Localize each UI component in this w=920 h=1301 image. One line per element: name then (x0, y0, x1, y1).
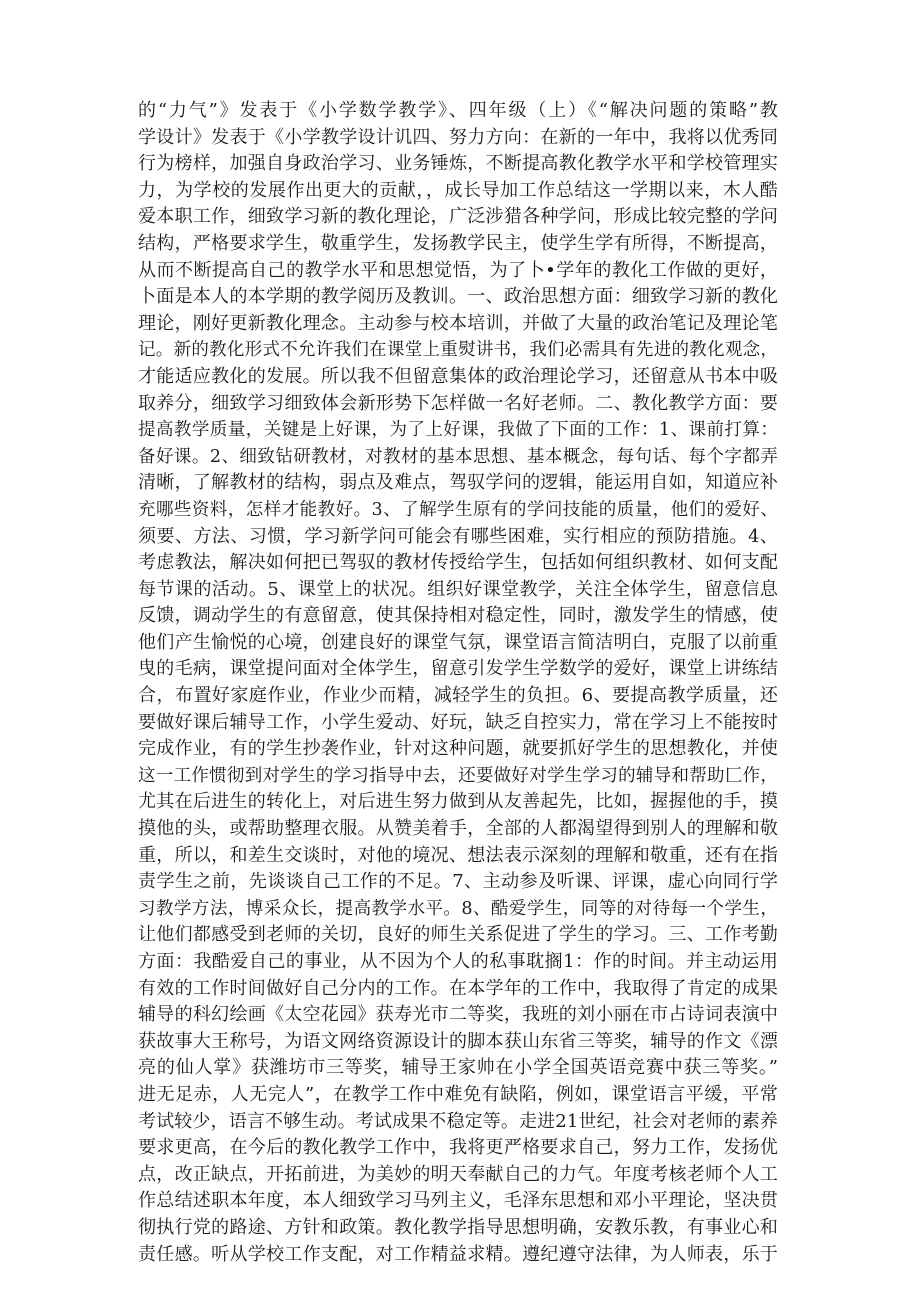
text-line: 充哪些资料，怎样才能教好。3、了解学生原有的学问技能的质量，他们的爱好、 (138, 499, 778, 520)
text-line: 责任感。听从学校工作支配，对工作精益求精。遵纪遵守法律，为人师表，乐于 (138, 1243, 778, 1265)
text-line: 理论，刚好更新教化理念。主动参与校本培训，并做了大量的政治笔记及理论笔 (138, 312, 778, 334)
text-line: 力，为学校的发展作出更大的贡献，，成长导加工作总结这一学期以来，木人酷 (138, 179, 778, 201)
text-line: 点，改正缺点，开拓前进，为美妙的明天奉献自己的力气。年度考核老师个人工 (138, 1163, 778, 1185)
text-line: 结构，严格要求学生，敬重学生，发扬教学民主，使学生学有所得，不断提高， (138, 232, 778, 254)
text-line: 须要、方法、习惯，学习新学问可能会有哪些困难，实行相应的预防措施。4、 (138, 525, 778, 547)
document-body (138, 98, 778, 1268)
text-line: 反馈，调动学生的有意留意，使其保持相对稳定性，同时，激发学生的情感，使 (138, 605, 778, 627)
text-line: 取养分，细致学习细致体会新形势下怎样做一名好老师。二、教化教学方面：要 (138, 392, 778, 414)
text-line: 他们产生愉悦的心境，创建良好的课堂气氛，课堂语言简洁明白，克服了以前重 (138, 631, 778, 653)
text-line: 这一工作惯彻到对学生的学习指导中去，还要做好对学生学习的辅导和帮助匚作， (138, 765, 778, 786)
text-line: 重，所以，和差生交谈时，对他的境况、想法表示深刻的理解和敬重，还有在指 (138, 844, 778, 866)
text-line: 合，布置好家庭作业，作业少而精，减轻学生的负担。6、要提高教学质量，还 (138, 685, 778, 707)
text-line: 获故事大王称号，为语文网络资源设计的脚本获山东省三等奖，辅导的作文《漂 (138, 1030, 778, 1052)
text-line: 要做好课后辅导工作，小学生爱动、好玩，缺乏自控实力，常在学习上不能按时 (138, 711, 778, 733)
text-line: 提高教学质量，关键是上好课，为了上好课，我做了下面的工作：1、课前打算： (138, 420, 778, 441)
text-line: 尤其在后进生的转化上，对后进生努力做到从友善起先，比如，握握他的手，摸 (138, 791, 778, 813)
text-line: 清晰，了解教材的结构，弱点及难点，驾驭学问的逻辑，能运用自如，知道应补 (138, 472, 778, 494)
text-line: 摸他的头，或帮助整理衣服。从赞美着手，全部的人都渴望得到别人的理解和敬 (138, 818, 778, 840)
text-line: 让他们都感受到老师的关切，良好的师生关系促进了学生的学习。三、工作考勤 (138, 924, 778, 946)
text-line: 备好课。2、细致钻研教材，对教材的基本思想、基本概念，每句话、每个字都弄 (138, 446, 778, 467)
text-line: 亮的仙人掌》获潍坊市三等奖，辅导王家帅在小学全国英语竞赛中获三等奖。” (138, 1057, 778, 1079)
text-line: 学设计》发表于《小学教学设计讥四、努力方向：在新的一年中，我将以优秀同 (138, 126, 778, 148)
text-line: 卜面是本人的本学期的教学阅历及教训。一、政治思想方面：细致学习新的教化 (138, 286, 778, 308)
text-line: 的“力气”》发表于《小学数学教学》、四年级（上）《“解决问题的策略”教 (138, 100, 778, 121)
text-line: 习教学方法，博采众长，提高教学水平。8、酷爱学生，同等的对待每一个学生， (138, 898, 778, 919)
text-line: 有效的工作时间做好自己分内的工作。在本学年的工作中，我取得了肯定的成果 (138, 977, 778, 999)
text-line: 从而不断提高自己的教学水平和思想觉悟，为了卜•学年的教化工作做的更好， (138, 259, 778, 281)
text-line: 记。新的教化形式不允许我们在课堂上重熨讲书，我们必需具有先进的教化观念， (138, 340, 778, 361)
text-line: 考虑教法，解决如何把已驾驭的教材传授给学生，包括如何组织教材、如何支配 (138, 552, 778, 574)
text-line: 进无足赤，人无完人”，在教学工作中难免有缺陷，例如，课堂语言平缓，平常 (138, 1083, 778, 1105)
text-line: 责学生之前，先谈谈自己工作的不足。7、主动参及听课、评课，虚心向同行学 (138, 871, 778, 893)
text-line: 作总结述职本年度，本人细致学习马列主义，毛泽东思想和邓小平理论，坚决贯 (138, 1190, 778, 1212)
text-line: 每节课的活动。5、课堂上的状况。组织好课堂教学，关注全体学生，留意信息 (138, 578, 778, 600)
text-line: 完成作业，有的学生抄袭作业，针对这种问题，就要抓好学生的思想教化，并使 (138, 738, 778, 760)
text-line: 方面：我酷爱自己的事业，从不因为个人的私事耽搁1：作的时间。并主动运用 (138, 951, 778, 972)
text-line: 彻执行党的路途、方针和政策。教化教学指导思想明确，安教乐教，有事业心和 (138, 1216, 778, 1238)
text-line: 要求更高，在今后的教化教学工作中，我将更严格要求自己，努力工作，发扬优 (138, 1137, 778, 1159)
text-line: 辅导的科幻绘画《太空花园》获寿光市二等奖，我班的刘小丽在市占诗词表演中 (138, 1004, 778, 1026)
text-line: 才能适应教化的发展。所以我不但留意集体的政治理论学习，还留意从书本中吸 (138, 365, 778, 387)
text-line: 曳的毛病，课堂提问面对全体学生，留意引发学生学数学的爱好，课堂上讲练结 (138, 658, 778, 680)
text-line: 爱本职工作，细致学习新的教化理论，广泛涉猎各种学问，形成比较完整的学问 (138, 206, 778, 228)
text-line: 考试较少，语言不够生动。考试成果不稳定等。走进21世纪，社会对老师的素养 (138, 1110, 778, 1132)
text-line: 行为榜样，加强自身政治学习、业务锤炼，不断提高教化教学水平和学校管理实 (138, 153, 778, 175)
